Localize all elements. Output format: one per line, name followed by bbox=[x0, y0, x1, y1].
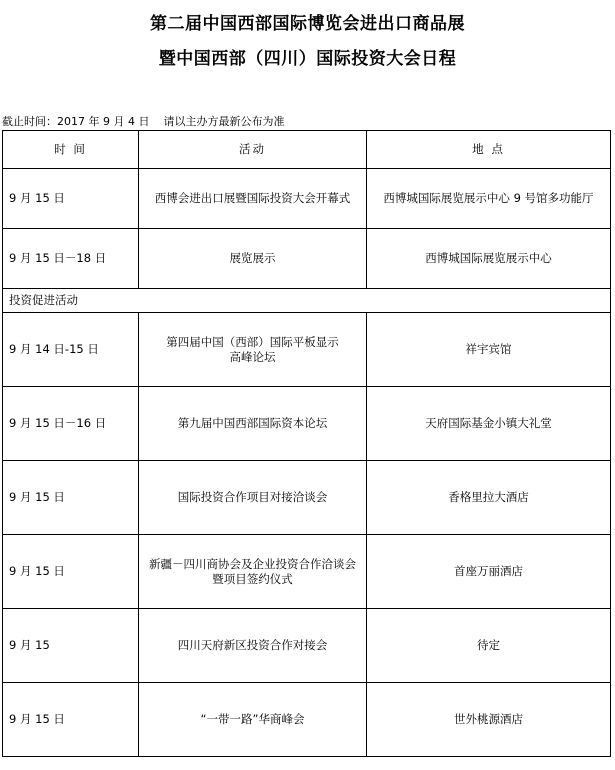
table-row bbox=[3, 683, 611, 757]
header-location: 地 点 bbox=[367, 131, 611, 169]
table-row bbox=[3, 313, 611, 387]
row-activity: 四川天府新区投资合作对接会 bbox=[139, 609, 367, 683]
row-time: 9 月 15 日－18 日 bbox=[3, 229, 139, 289]
row-activity bbox=[139, 313, 367, 387]
row-location: 天府国际基金小镇大礼堂 bbox=[367, 387, 611, 461]
row-activity-line-2: 暨项目签约仪式 bbox=[212, 571, 293, 586]
table-row bbox=[3, 535, 611, 609]
section-label: 投资促进活动 bbox=[3, 289, 611, 313]
row-time: 9 月 15 bbox=[3, 609, 139, 683]
cutoff-note: 截止时间：2017 年 9 月 4 日 请以主办方最新公布为准 bbox=[2, 115, 285, 128]
row-activity: 展览展示 bbox=[139, 229, 367, 289]
row-activity-line-2: 高峰论坛 bbox=[229, 349, 276, 364]
table-row bbox=[3, 609, 611, 683]
row-location: 首座万丽酒店 bbox=[367, 535, 611, 609]
row-activity-line-1: 新疆－四川商协会及企业投资合作洽谈会 bbox=[149, 556, 356, 571]
section-row bbox=[3, 289, 611, 313]
header-time: 时 间 bbox=[3, 131, 139, 169]
row-activity: 国际投资合作项目对接洽谈会 bbox=[139, 461, 367, 535]
row-time: 9 月 15 日 bbox=[3, 169, 139, 229]
row-time: 9 月 15 日－16 日 bbox=[3, 387, 139, 461]
row-location: 西博城国际展览展示中心 bbox=[367, 229, 611, 289]
row-activity bbox=[139, 535, 367, 609]
row-location: 祥宇宾馆 bbox=[367, 313, 611, 387]
row-time: 9 月 15 日 bbox=[3, 461, 139, 535]
row-time: 9 月 15 日 bbox=[3, 683, 139, 757]
table-row bbox=[3, 169, 611, 229]
document-title-line-2: 暨中国西部（四川）国际投资大会日程 bbox=[158, 49, 457, 69]
row-activity: 第九届中国西部国际资本论坛 bbox=[139, 387, 367, 461]
header-activity: 活动 bbox=[139, 131, 367, 169]
row-activity: “一带一路”华商峰会 bbox=[139, 683, 367, 757]
row-location: 香格里拉大酒店 bbox=[367, 461, 611, 535]
table-header-row bbox=[3, 131, 611, 169]
row-location: 待定 bbox=[367, 609, 611, 683]
schedule-table bbox=[2, 130, 611, 757]
document-title-line-1: 第二届中国西部国际博览会进出口商品展 bbox=[150, 14, 465, 34]
table-row bbox=[3, 461, 611, 535]
row-activity-line-1: 第四届中国（西部）国际平板显示 bbox=[166, 334, 339, 349]
row-activity: 西博会进出口展暨国际投资大会开幕式 bbox=[139, 169, 367, 229]
row-location: 西博城国际展览展示中心 9 号馆多功能厅 bbox=[367, 169, 611, 229]
table-row bbox=[3, 229, 611, 289]
table-row bbox=[3, 387, 611, 461]
row-time: 9 月 14 日-15 日 bbox=[3, 313, 139, 387]
row-location: 世外桃源酒店 bbox=[367, 683, 611, 757]
row-time: 9 月 15 日 bbox=[3, 535, 139, 609]
